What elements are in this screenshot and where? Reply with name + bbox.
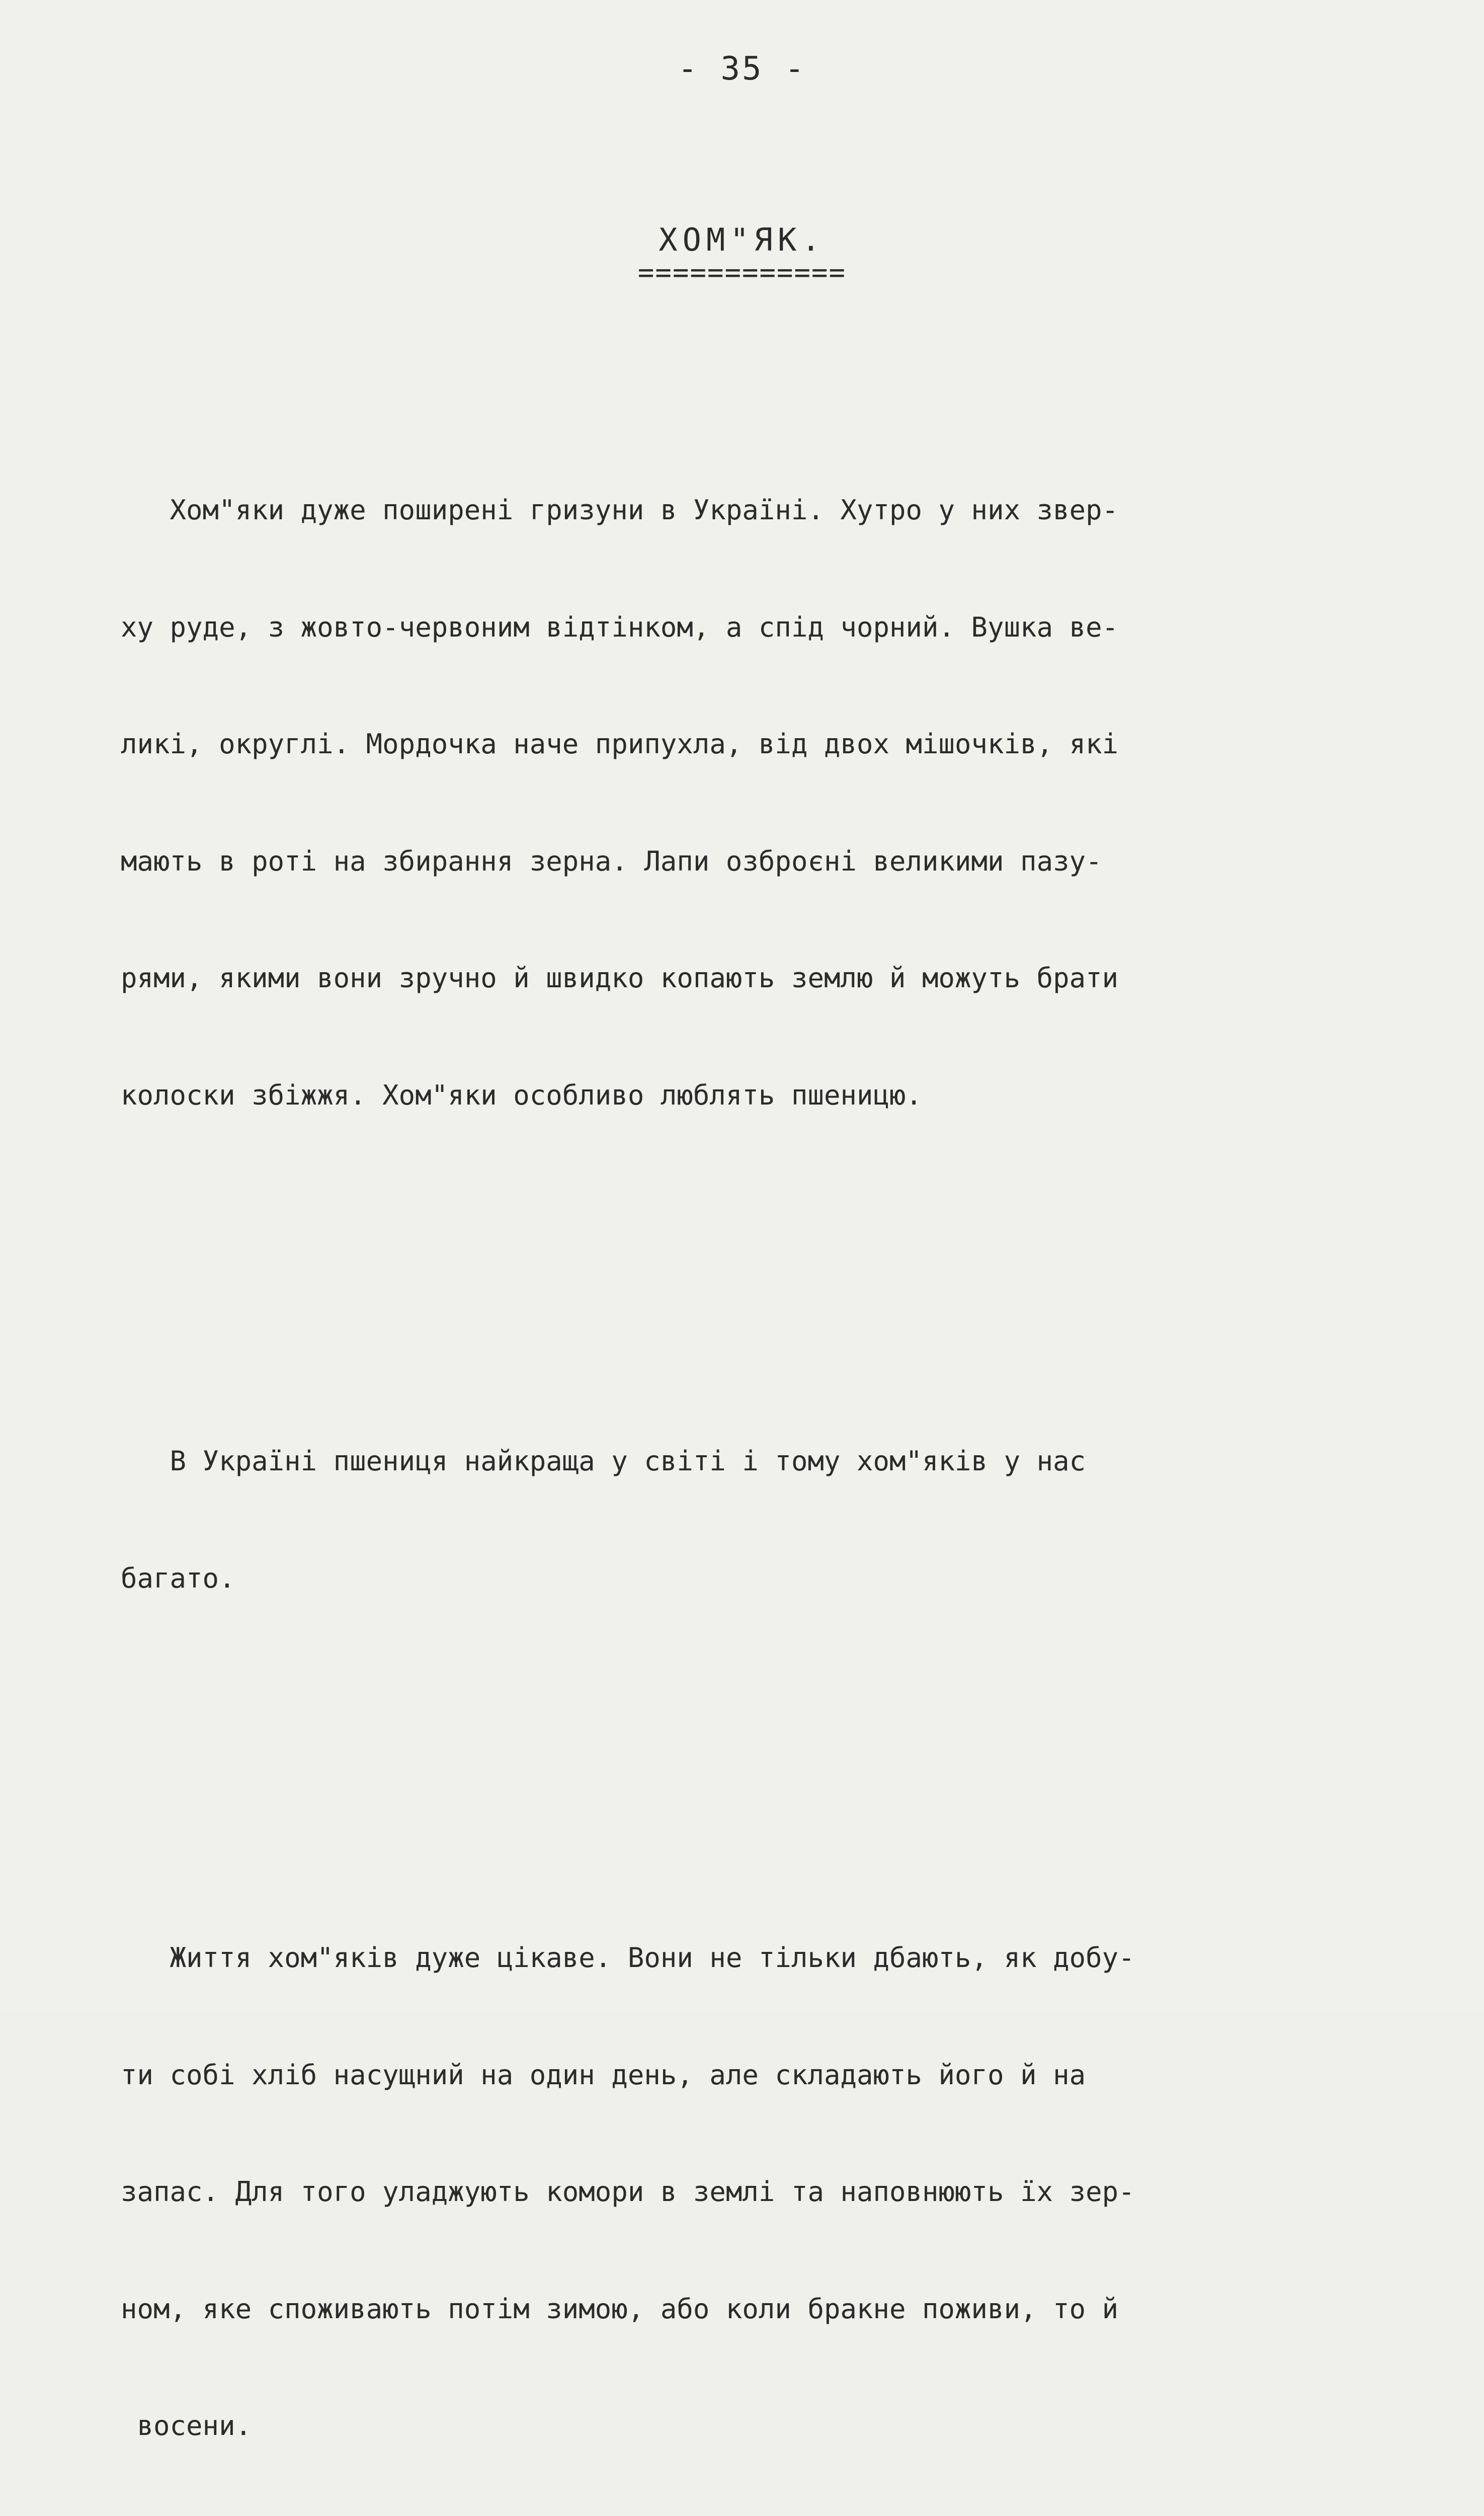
page-number: - 35 - [678, 50, 806, 88]
text-line: В Україні пшениця найкраща у світі і тому хом"яків у нас [121, 1445, 1086, 1477]
text-line: восени. [121, 2410, 252, 2442]
text-line: колоски збіжжя. Хом"яки особливо люблять пшеницю. [121, 1079, 923, 1111]
text-line: мають в роті на збирання зерна. Лапи озброєні великими пазу- [121, 845, 1102, 877]
paragraph [121, 1860, 1388, 2516]
text-line: Хом"яки дуже поширені гризуни в Україні. Хутро у них звер- [121, 494, 1119, 526]
text-line: Життя хом"яків дуже цікаве. Вони не тільки дбають, як добу- [121, 1942, 1135, 1974]
paragraph [121, 1364, 1388, 1676]
text-line: ликі, округлі. Мордочка наче припухла, від двох мішочків, які [121, 728, 1119, 760]
text-line: рями, якими вони зручно й швидко копають землю й можуть брати [121, 962, 1119, 994]
text-line: ти собі хліб насущний на один день, але складають його й на [121, 2059, 1086, 2091]
body-text [121, 335, 1388, 2516]
text-line: запас. Для того уладжують комори в землі та наповнюють їх зер- [121, 2176, 1135, 2208]
text-line: ном, яке споживають потім зимою, або коли бракне поживи, то й [121, 2293, 1119, 2325]
text-line: багато. [121, 1562, 235, 1594]
page-title: ХОМ"ЯК. [658, 221, 826, 258]
title-underline: ============ [637, 257, 847, 288]
text-line: ху руде, з жовто-червоним відтінком, а спід чорний. Вушка ве- [121, 611, 1119, 643]
paragraph [121, 413, 1388, 1193]
